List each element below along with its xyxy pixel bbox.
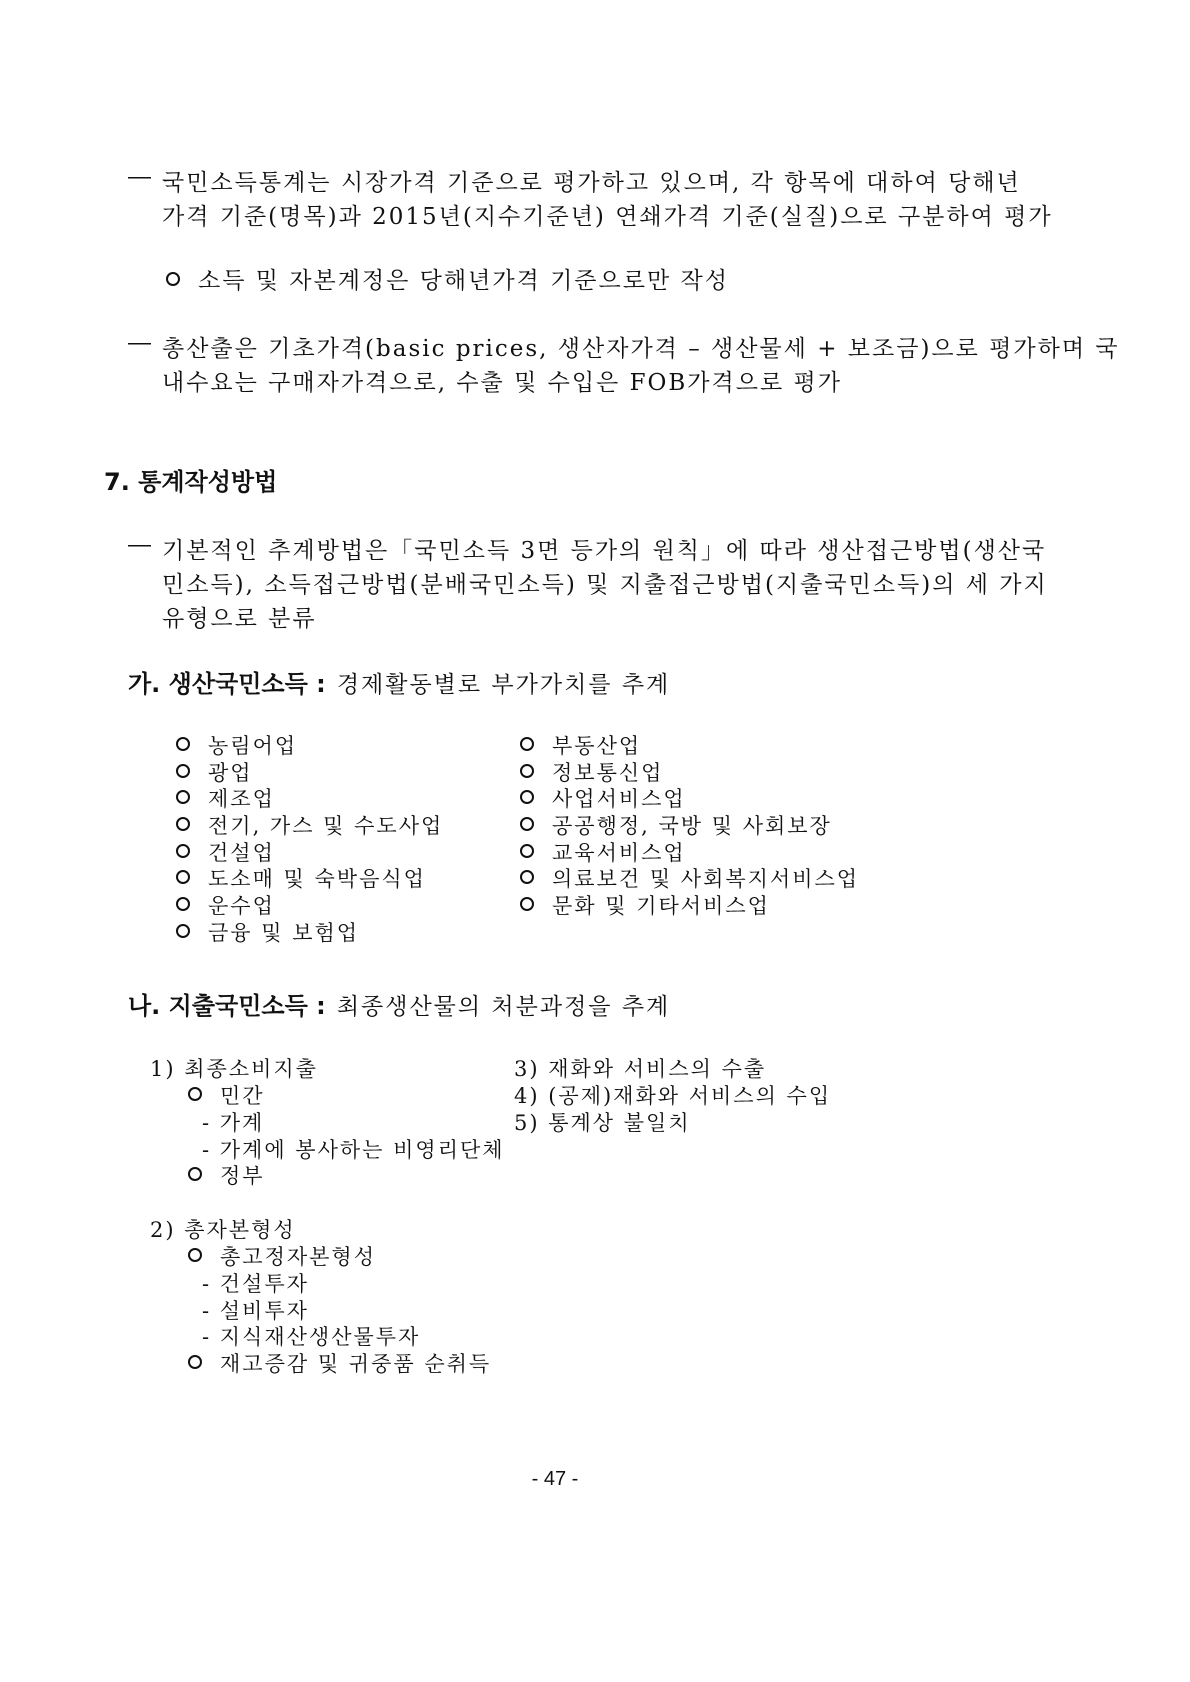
bullet-item: 소득 및 자본계정은 당해년가격 기준으로만 작성 <box>166 262 729 295</box>
dash-marker: ― <box>128 532 151 558</box>
list-item: 운수업 <box>176 890 443 917</box>
industry-list-left <box>176 730 443 944</box>
list-item: 사업서비스업 <box>520 783 859 810</box>
circle-bullet-icon <box>520 764 534 778</box>
circle-bullet-icon <box>520 870 534 884</box>
paragraph-line: 기본적인 추계방법은「국민소득 3면 등가의 원칙」에 따라 생산접근방법(생산국 <box>162 538 1047 564</box>
list-item: 총고정자본형성 <box>188 1241 376 1271</box>
list-item: 민간 <box>188 1080 265 1110</box>
circle-bullet-icon <box>176 790 190 804</box>
list-item: 광업 <box>176 757 443 784</box>
paragraph-line: 총산출은 기초가격(basic prices, 생산자가격 – 생산물세 + 보조금)으로 평가하며 국 <box>162 336 1120 362</box>
circle-bullet-icon <box>176 870 190 884</box>
paragraph-line: 내수요는 구매자가격으로, 수출 및 수입은 FOB가격으로 평가 <box>162 370 842 396</box>
section-heading: 7. 통계작성방법 <box>104 468 278 496</box>
list-item: 건설업 <box>176 837 443 864</box>
paragraph-line: 국민소득통계는 시장가격 기준으로 평가하고 있으며, 각 항목에 대하여 당해년 <box>162 170 1021 196</box>
circle-bullet-icon <box>176 817 190 831</box>
circle-bullet-icon <box>520 897 534 911</box>
list-item: - 건설투자 <box>202 1272 309 1296</box>
list-item: 금융 및 보험업 <box>176 917 443 944</box>
expenditure-item-1: 1) 최종소비지출 <box>150 1057 318 1081</box>
list-item: - 가계 <box>202 1111 265 1135</box>
subsection-title: 가. 생산국민소득 : <box>128 670 326 698</box>
list-item: 농림어업 <box>176 730 443 757</box>
paragraph-line: 민소득), 소득접근방법(분배국민소득) 및 지출접근방법(지출국민소득)의 세 가지 <box>162 572 1048 598</box>
circle-bullet-icon <box>176 924 190 938</box>
circle-bullet-icon <box>520 737 534 751</box>
expenditure-item-2: 2) 총자본형성 <box>150 1218 296 1242</box>
list-item: 도소매 및 숙박음식업 <box>176 863 443 890</box>
circle-bullet-icon <box>166 272 180 286</box>
expenditure-item-3: 3) 재화와 서비스의 수출 <box>514 1057 767 1081</box>
list-item: 교육서비스업 <box>520 837 859 864</box>
list-item: 의료보건 및 사회복지서비스업 <box>520 863 859 890</box>
paragraph-line: 유형으로 분류 <box>162 606 317 632</box>
list-item: 공공행정, 국방 및 사회보장 <box>520 810 859 837</box>
industry-list-right <box>520 730 859 917</box>
list-item: 정보통신업 <box>520 757 859 784</box>
list-item: 정부 <box>188 1160 265 1190</box>
paragraph-line: 가격 기준(명목)과 2015년(지수기준년) 연쇄가격 기준(실질)으로 구분하여 평가 <box>162 204 1053 230</box>
circle-bullet-icon <box>176 844 190 858</box>
list-item: - 설비투자 <box>202 1299 309 1323</box>
subsection-desc: 최종생산물의 처분과정을 추계 <box>336 994 671 1020</box>
dash-marker: ― <box>128 164 151 190</box>
list-item: 부동산업 <box>520 730 859 757</box>
subsection-title: 나. 지출국민소득 : <box>128 992 326 1020</box>
dash-marker: ― <box>128 330 151 356</box>
circle-bullet-icon <box>188 1248 202 1262</box>
list-item: - 지식재산생산물투자 <box>202 1325 421 1349</box>
list-item: 문화 및 기타서비스업 <box>520 890 859 917</box>
circle-bullet-icon <box>520 790 534 804</box>
list-item: - 가계에 봉사하는 비영리단체 <box>202 1138 505 1162</box>
list-item: 전기, 가스 및 수도사업 <box>176 810 443 837</box>
circle-bullet-icon <box>188 1167 202 1181</box>
list-item: 제조업 <box>176 783 443 810</box>
circle-bullet-icon <box>520 844 534 858</box>
circle-bullet-icon <box>176 764 190 778</box>
subsection-a-header <box>128 664 670 699</box>
subsection-desc: 경제활동별로 부가가치를 추계 <box>336 672 671 698</box>
circle-bullet-icon <box>176 897 190 911</box>
expenditure-item-5: 5) 통계상 불일치 <box>514 1111 691 1135</box>
circle-bullet-icon <box>176 737 190 751</box>
circle-bullet-icon <box>188 1087 202 1101</box>
circle-bullet-icon <box>188 1355 202 1369</box>
list-item: 재고증감 및 귀중품 순취득 <box>188 1348 491 1378</box>
page-number: - 47 - <box>531 1468 579 1490</box>
subsection-b-header <box>128 986 670 1021</box>
circle-bullet-icon <box>520 817 534 831</box>
expenditure-item-4: 4) (공제)재화와 서비스의 수입 <box>514 1084 832 1108</box>
